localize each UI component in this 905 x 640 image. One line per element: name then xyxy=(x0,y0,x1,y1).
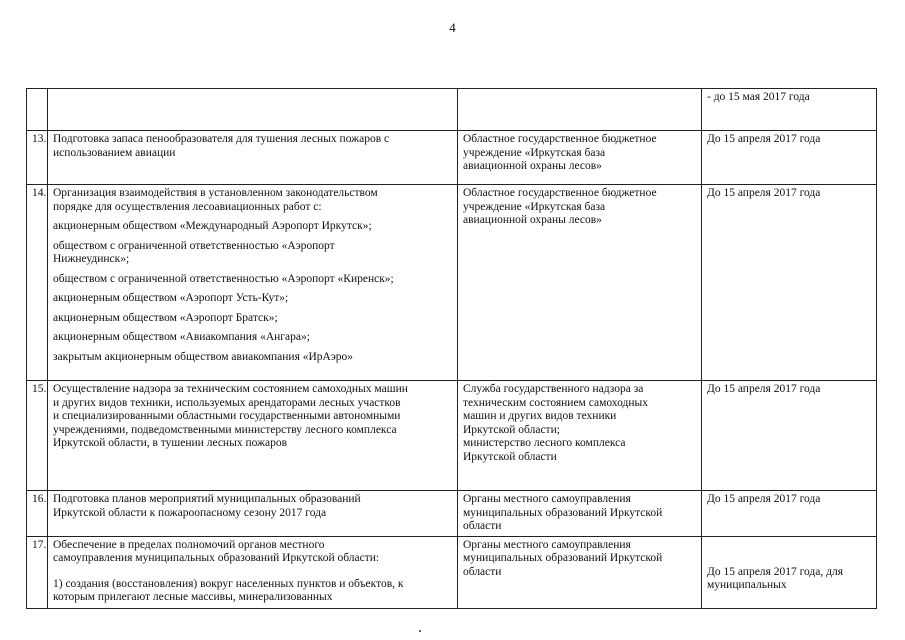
deadline-cell xyxy=(702,131,877,185)
responsible-line: муниципальных образований Иркутской xyxy=(463,552,663,564)
responsible-cell xyxy=(458,185,702,381)
row-number-cell: 14. xyxy=(27,185,48,381)
row-number-cell: 17. xyxy=(27,536,48,608)
scan-dot xyxy=(419,630,421,632)
deadline-cell xyxy=(702,381,877,491)
table-row-13 xyxy=(27,131,877,185)
responsible-line: авиационной охраны лесов» xyxy=(463,160,602,172)
deadline-cell xyxy=(702,185,877,381)
table-row-continuation xyxy=(27,89,877,131)
row-number-cell: 13. xyxy=(27,131,48,185)
responsible-line: области xyxy=(463,565,502,578)
responsible-line: муниципальных образований Иркутской xyxy=(463,506,663,519)
table-row-15 xyxy=(27,381,877,491)
activity-line: закрытым акционерным обществом авиакомпания «ИрАэро» xyxy=(53,350,354,363)
activity-line: Иркутской области, в тушении лесных пожаров xyxy=(53,437,288,449)
responsible-line: Областное государственное бюджетное xyxy=(463,187,657,199)
activity-cell xyxy=(48,536,458,608)
activity-cell xyxy=(48,491,458,537)
row-number-cell xyxy=(27,89,48,131)
activity-line: обществом с ограниченной ответственностью «Аэропорт «Киренск»; xyxy=(53,272,394,285)
responsible-cell xyxy=(458,491,702,537)
responsible-line: авиационной охраны лесов» xyxy=(463,214,602,226)
responsible-cell xyxy=(458,131,702,185)
activity-line: порядке для осуществления лесоавиационных работ с: xyxy=(53,200,322,213)
responsible-line: Органы местного самоуправления xyxy=(463,538,631,551)
responsible-cell xyxy=(458,536,702,608)
activity-line: Иркутской области к пожароопасному сезону 2017 года xyxy=(53,506,327,519)
activity-line: 1) создания (восстановления) вокруг населенных пунктов и объектов, к xyxy=(53,577,404,590)
responsible-line: Органы местного самоуправления xyxy=(463,493,631,505)
deadline-text: До 15 апреля 2017 года xyxy=(707,187,821,199)
activity-line: и других видов техники, используемых арендаторами лесных участков xyxy=(53,396,401,409)
activity-line: Обеспечение в пределах полномочий органов местного xyxy=(53,538,325,551)
activity-cell xyxy=(48,185,458,381)
activity-line: акционерным обществом «Аэропорт Братск»; xyxy=(53,311,278,324)
activity-line: Подготовка запаса пенообразователя для тушения лесных пожаров с xyxy=(53,133,390,145)
deadline-text: До 15 апреля 2017 года, для xyxy=(707,565,844,578)
deadline-cell xyxy=(702,491,877,537)
activity-cell xyxy=(48,131,458,185)
responsible-line: техническим состоянием самоходных xyxy=(463,396,649,409)
activity-line: которым прилегают лесные массивы, минерализованных xyxy=(53,591,333,603)
deadline-text: До 15 апреля 2017 года xyxy=(707,383,821,395)
activity-cell xyxy=(48,89,458,131)
activity-line: и специализированными областными государственными автономными xyxy=(53,410,401,422)
activity-line: акционерным обществом «Международный Аэропорт Иркутск»; xyxy=(53,220,372,232)
responsible-line: Областное государственное бюджетное xyxy=(463,133,657,145)
activity-line: Подготовка планов мероприятий муниципальных образований xyxy=(53,493,361,505)
activity-line: использованием авиации xyxy=(53,146,176,159)
activity-line: учреждениями, подведомственными министерству лесного комплекса xyxy=(53,423,397,436)
responsible-line: машин и других видов техники xyxy=(463,410,617,422)
responsible-line: учреждение «Иркутская база xyxy=(463,146,606,159)
deadline-cell xyxy=(702,89,877,131)
deadline-text: муниципальных xyxy=(707,579,787,591)
responsible-line: Служба государственного надзора за xyxy=(463,383,644,395)
activity-line: Осуществление надзора за техническим состоянием самоходных машин xyxy=(53,383,408,395)
responsible-line: министерство лесного комплекса xyxy=(463,437,626,449)
deadline-text: - до 15 мая 2017 года xyxy=(707,91,810,103)
responsible-line: Иркутской области; xyxy=(463,423,560,436)
deadline-text: До 15 апреля 2017 года xyxy=(707,493,821,505)
row-number-cell: 15. xyxy=(27,381,48,491)
page-number: 4 xyxy=(449,20,456,35)
activity-line: самоуправления муниципальных образований Иркутской области: xyxy=(53,552,380,564)
measures-table xyxy=(26,88,877,609)
activity-line: Организация взаимодействия в установленном законодательством xyxy=(53,187,378,199)
deadline-cell xyxy=(702,536,877,608)
responsible-line: Иркутской области xyxy=(463,450,557,463)
activity-line: акционерным обществом «Аэропорт Усть-Кут»; xyxy=(53,292,289,304)
table-row-16 xyxy=(27,491,877,537)
activity-line: обществом с ограниченной ответственностью «Аэропорт xyxy=(53,239,335,252)
responsible-cell xyxy=(458,381,702,491)
responsible-line: области xyxy=(463,520,502,532)
activity-line: Нижнеудинск»; xyxy=(53,253,130,265)
activity-line: акционерным обществом «Авиакомпания «Ангара»; xyxy=(53,331,310,343)
responsible-line: учреждение «Иркутская база xyxy=(463,200,606,213)
deadline-text: До 15 апреля 2017 года xyxy=(707,133,821,145)
row-number-cell: 16. xyxy=(27,491,48,537)
table-row-17 xyxy=(27,536,877,608)
activity-cell xyxy=(48,381,458,491)
responsible-cell xyxy=(458,89,702,131)
table-row-14 xyxy=(27,185,877,381)
